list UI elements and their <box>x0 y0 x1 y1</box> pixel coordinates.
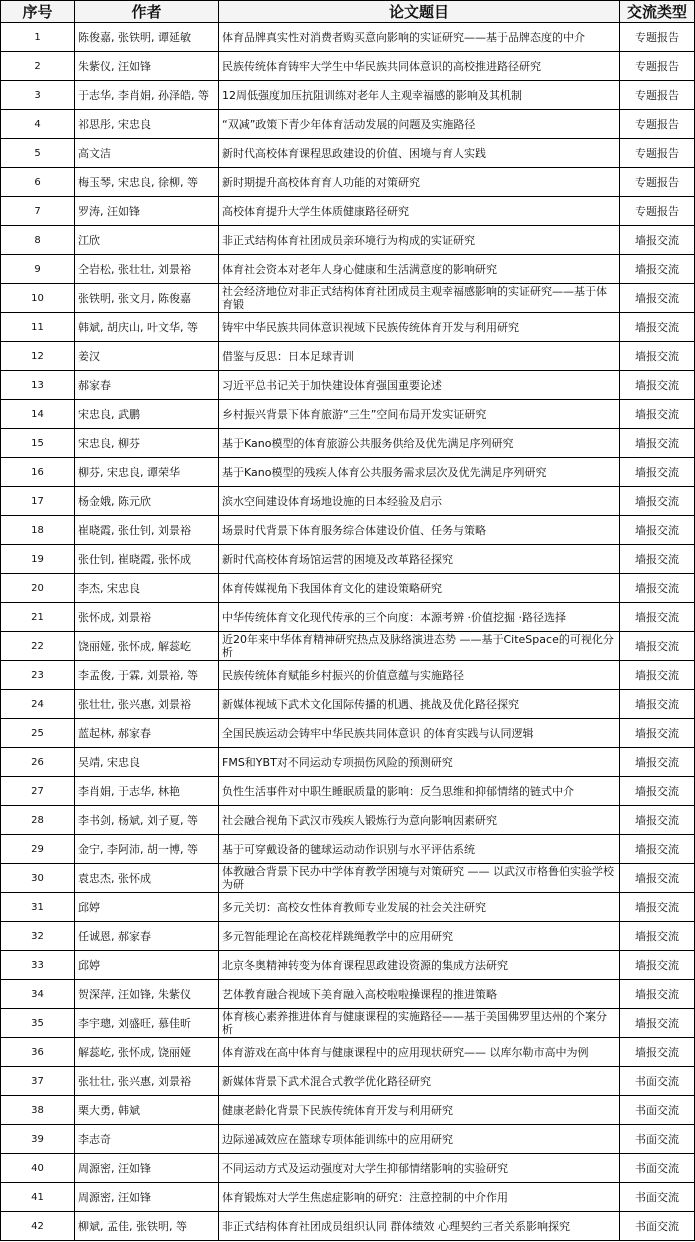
row-number: 30 <box>1 864 75 893</box>
row-author: 李宇璁, 刘盛旺, 慕佳昕 <box>75 1009 219 1038</box>
row-title: 社会融合视角下武汉市残疾人锻炼行为意向影响因素研究 <box>219 806 620 835</box>
row-title: 非正式结构体育社团成员组织认同 群体绩效 心理契约三者关系影响探究 <box>219 1212 620 1241</box>
row-author: 高文洁 <box>75 139 219 168</box>
row-author: 邱婷 <box>75 893 219 922</box>
row-title: 非正式结构体育社团成员亲环境行为构成的实证研究 <box>219 226 620 255</box>
row-type: 墙报交流 <box>620 922 695 951</box>
row-type: 墙报交流 <box>620 980 695 1009</box>
row-number: 26 <box>1 748 75 777</box>
row-author: 梅玉琴, 宋忠良, 徐柳, 等 <box>75 168 219 197</box>
row-title: 基于可穿戴设备的毽球运动动作识别与水平评估系统 <box>219 835 620 864</box>
row-author: 柳芬, 宋忠良, 谭荣华 <box>75 458 219 487</box>
table-row <box>1 1212 695 1241</box>
table-row <box>1 52 695 81</box>
table-row <box>1 922 695 951</box>
table-row <box>1 632 695 661</box>
row-type: 墙报交流 <box>620 313 695 342</box>
table-body <box>1 23 695 1241</box>
row-number: 16 <box>1 458 75 487</box>
row-type: 墙报交流 <box>620 545 695 574</box>
row-author: 罗涛, 汪如锋 <box>75 197 219 226</box>
row-title: 滨水空间建设体育场地设施的日本经验及启示 <box>219 487 620 516</box>
row-title: 体育品牌真实性对消费者购买意向影响的实证研究——基于品牌态度的中介 <box>219 23 620 52</box>
row-author: 崔晓霞, 张仕钊, 刘景裕 <box>75 516 219 545</box>
row-title: 新媒体背景下武术混合式教学优化路径研究 <box>219 1067 620 1096</box>
row-title: 全国民族运动会铸牢中华民族共同体意识 的体育实践与认同逻辑 <box>219 719 620 748</box>
row-title: 体育锻炼对大学生焦虑症影响的研究：注意控制的中介作用 <box>219 1183 620 1212</box>
row-author: 郝家春 <box>75 371 219 400</box>
table-row <box>1 1009 695 1038</box>
row-type: 墙报交流 <box>620 603 695 632</box>
row-type: 墙报交流 <box>620 226 695 255</box>
row-author: 周源密, 汪如锋 <box>75 1183 219 1212</box>
table-row <box>1 661 695 690</box>
header-row <box>1 1 695 23</box>
row-number: 20 <box>1 574 75 603</box>
row-type: 书面交流 <box>620 1067 695 1096</box>
row-title: 场景时代背景下体育服务综合体建设价值、任务与策略 <box>219 516 620 545</box>
row-number: 24 <box>1 690 75 719</box>
table-row <box>1 255 695 284</box>
row-type: 墙报交流 <box>620 371 695 400</box>
row-author: 李肖娟, 于志华, 林艳 <box>75 777 219 806</box>
row-type: 墙报交流 <box>620 719 695 748</box>
table-row <box>1 1125 695 1154</box>
row-type: 专题报告 <box>620 139 695 168</box>
row-number: 36 <box>1 1038 75 1067</box>
row-type: 书面交流 <box>620 1154 695 1183</box>
row-title: 铸牢中华民族共同体意识视域下民族传统体育开发与利用研究 <box>219 313 620 342</box>
row-author: 周源密, 汪如锋 <box>75 1154 219 1183</box>
table-row <box>1 197 695 226</box>
row-title: 中华传统体育文化现代传承的三个向度：本源考辨 ·价值挖掘 ·路径选择 <box>219 603 620 632</box>
row-number: 39 <box>1 1125 75 1154</box>
row-number: 27 <box>1 777 75 806</box>
row-author: 李杰, 宋忠良 <box>75 574 219 603</box>
row-type: 书面交流 <box>620 1183 695 1212</box>
row-number: 6 <box>1 168 75 197</box>
row-title: 不同运动方式及运动强度对大学生抑郁情绪影响的实验研究 <box>219 1154 620 1183</box>
row-title: 民族传统体育赋能乡村振兴的价值意蕴与实施路径 <box>219 661 620 690</box>
row-title: 新时代高校体育场馆运营的困境及改革路径探究 <box>219 545 620 574</box>
table-row <box>1 342 695 371</box>
row-number: 11 <box>1 313 75 342</box>
row-title: 12周低强度加压抗阻训练对老年人主观幸福感的影响及其机制 <box>219 81 620 110</box>
table-row <box>1 603 695 632</box>
row-author: 任诚恩, 郝家春 <box>75 922 219 951</box>
row-type: 墙报交流 <box>620 893 695 922</box>
row-type: 墙报交流 <box>620 690 695 719</box>
table-row <box>1 226 695 255</box>
table-row <box>1 1067 695 1096</box>
row-type: 书面交流 <box>620 1096 695 1125</box>
row-title: 新时期提升高校体育育人功能的对策研究 <box>219 168 620 197</box>
table-row <box>1 168 695 197</box>
row-type: 墙报交流 <box>620 516 695 545</box>
row-author: 江欣 <box>75 226 219 255</box>
row-title: 多元关切：高校女性体育教师专业发展的社会关注研究 <box>219 893 620 922</box>
table-row <box>1 400 695 429</box>
row-number: 2 <box>1 52 75 81</box>
row-author: 柳斌, 孟佳, 张铁明, 等 <box>75 1212 219 1241</box>
table-row <box>1 23 695 52</box>
row-type: 墙报交流 <box>620 835 695 864</box>
row-number: 37 <box>1 1067 75 1096</box>
row-number: 23 <box>1 661 75 690</box>
row-author: 仝岩松, 张壮壮, 刘景裕 <box>75 255 219 284</box>
row-type: 墙报交流 <box>620 748 695 777</box>
row-title: 体育核心素养推进体育与健康课程的实施路径——基于美国佛罗里达州的个案分析 <box>219 1009 620 1038</box>
row-type: 专题报告 <box>620 81 695 110</box>
row-author: 李志奇 <box>75 1125 219 1154</box>
row-author: 吴靖, 宋忠良 <box>75 748 219 777</box>
row-number: 5 <box>1 139 75 168</box>
table-row <box>1 864 695 893</box>
row-type: 墙报交流 <box>620 806 695 835</box>
table-row <box>1 690 695 719</box>
row-author: 陈俊嘉, 张铁明, 谭延敏 <box>75 23 219 52</box>
row-type: 墙报交流 <box>620 400 695 429</box>
row-number: 29 <box>1 835 75 864</box>
row-number: 25 <box>1 719 75 748</box>
table-row <box>1 458 695 487</box>
row-author: 祁思彤, 宋忠良 <box>75 110 219 139</box>
row-author: 金宁, 李阿沛, 胡一博, 等 <box>75 835 219 864</box>
row-author: 袁忠杰, 张怀成 <box>75 864 219 893</box>
row-type: 墙报交流 <box>620 487 695 516</box>
row-author: 栗大勇, 韩斌 <box>75 1096 219 1125</box>
row-number: 31 <box>1 893 75 922</box>
row-number: 10 <box>1 284 75 313</box>
row-type: 专题报告 <box>620 168 695 197</box>
header-author: 作者 <box>75 1 219 23</box>
table-row <box>1 806 695 835</box>
table-row <box>1 284 695 313</box>
table-row <box>1 81 695 110</box>
row-number: 17 <box>1 487 75 516</box>
table-row <box>1 110 695 139</box>
row-number: 32 <box>1 922 75 951</box>
row-number: 15 <box>1 429 75 458</box>
row-title: 体教融合背景下民办中学体育教学困境与对策研究 —— 以武汉市格鲁伯实验学校为研 <box>219 864 620 893</box>
row-author: 李孟俊, 于霖, 刘景裕, 等 <box>75 661 219 690</box>
row-title: 负性生活事件对中职生睡眠质量的影响：反刍思维和抑郁情绪的链式中介 <box>219 777 620 806</box>
row-author: 杨金娥, 陈元欣 <box>75 487 219 516</box>
row-title: 体育传媒视角下我国体育文化的建设策略研究 <box>219 574 620 603</box>
row-type: 书面交流 <box>620 1212 695 1241</box>
row-type: 专题报告 <box>620 110 695 139</box>
row-type: 墙报交流 <box>620 777 695 806</box>
row-author: 张怀成, 刘景裕 <box>75 603 219 632</box>
row-type: 墙报交流 <box>620 951 695 980</box>
row-type: 墙报交流 <box>620 574 695 603</box>
row-type: 专题报告 <box>620 197 695 226</box>
row-author: 朱紫仪, 汪如锋 <box>75 52 219 81</box>
row-number: 28 <box>1 806 75 835</box>
row-title: 基于Kano模型的残疾人体育公共服务需求层次及优先满足序列研究 <box>219 458 620 487</box>
header-type: 交流类型 <box>620 1 695 23</box>
row-title: 多元智能理论在高校花样跳绳教学中的应用研究 <box>219 922 620 951</box>
row-author: 饶丽娅, 张怀成, 解蕊屹 <box>75 632 219 661</box>
row-number: 33 <box>1 951 75 980</box>
row-type: 墙报交流 <box>620 342 695 371</box>
table-row <box>1 835 695 864</box>
row-number: 3 <box>1 81 75 110</box>
row-type: 墙报交流 <box>620 255 695 284</box>
row-author: 姜汉 <box>75 342 219 371</box>
table-row <box>1 516 695 545</box>
table-row <box>1 893 695 922</box>
row-type: 墙报交流 <box>620 1009 695 1038</box>
row-title: 民族传统体育铸牢大学生中华民族共同体意识的高校推进路径研究 <box>219 52 620 81</box>
row-type: 墙报交流 <box>620 661 695 690</box>
row-author: 张壮壮, 张兴惠, 刘景裕 <box>75 690 219 719</box>
row-author: 李书剑, 杨斌, 刘子夏, 等 <box>75 806 219 835</box>
row-title: 边际递减效应在篮球专项体能训练中的应用研究 <box>219 1125 620 1154</box>
table-row <box>1 429 695 458</box>
row-number: 22 <box>1 632 75 661</box>
row-author: 宋忠良, 武鹏 <box>75 400 219 429</box>
row-number: 35 <box>1 1009 75 1038</box>
row-author: 蓝起林, 郝家春 <box>75 719 219 748</box>
row-number: 42 <box>1 1212 75 1241</box>
table-row <box>1 1154 695 1183</box>
row-author: 宋忠良, 柳芬 <box>75 429 219 458</box>
row-number: 40 <box>1 1154 75 1183</box>
row-type: 墙报交流 <box>620 632 695 661</box>
row-author: 解蕊屹, 张怀成, 饶丽娅 <box>75 1038 219 1067</box>
table-row <box>1 545 695 574</box>
table-row <box>1 139 695 168</box>
row-title: FMS和YBT对不同运动专项损伤风险的预测研究 <box>219 748 620 777</box>
row-number: 8 <box>1 226 75 255</box>
row-title: 乡村振兴背景下体育旅游“三生”空间布局开发实证研究 <box>219 400 620 429</box>
row-type: 墙报交流 <box>620 864 695 893</box>
row-number: 13 <box>1 371 75 400</box>
row-type: 墙报交流 <box>620 1038 695 1067</box>
row-type: 书面交流 <box>620 1125 695 1154</box>
row-title: 近20年来中华体育精神研究热点及脉络演进态势 ——基于CiteSpace的可视化分析 <box>219 632 620 661</box>
row-title: 健康老龄化背景下民族传统体育开发与利用研究 <box>219 1096 620 1125</box>
row-title: 北京冬奥精神转变为体育课程思政建设资源的集成方法研究 <box>219 951 620 980</box>
row-title: 社会经济地位对非正式结构体育社团成员主观幸福感影响的实证研究——基于体育锻 <box>219 284 620 313</box>
row-number: 9 <box>1 255 75 284</box>
table-row <box>1 777 695 806</box>
row-number: 19 <box>1 545 75 574</box>
row-number: 18 <box>1 516 75 545</box>
row-title: 高校体育提升大学生体质健康路径研究 <box>219 197 620 226</box>
row-type: 墙报交流 <box>620 284 695 313</box>
row-author: 张铁明, 张文月, 陈俊嘉 <box>75 284 219 313</box>
row-title: 习近平总书记关于加快建设体育强国重要论述 <box>219 371 620 400</box>
row-title: 体育游戏在高中体育与健康课程中的应用现状研究—— 以库尔勒市高中为例 <box>219 1038 620 1067</box>
row-number: 14 <box>1 400 75 429</box>
row-type: 专题报告 <box>620 23 695 52</box>
table-row <box>1 487 695 516</box>
table-row <box>1 748 695 777</box>
row-number: 41 <box>1 1183 75 1212</box>
table-row <box>1 574 695 603</box>
row-author: 于志华, 李肖娟, 孙泽皓, 等 <box>75 81 219 110</box>
row-number: 38 <box>1 1096 75 1125</box>
table-row <box>1 313 695 342</box>
header-title: 论文题目 <box>219 1 620 23</box>
row-title: “双减”政策下青少年体育活动发展的问题及实施路径 <box>219 110 620 139</box>
row-number: 4 <box>1 110 75 139</box>
row-title: 新媒体视域下武术文化国际传播的机遇、挑战及优化路径探究 <box>219 690 620 719</box>
table-row <box>1 719 695 748</box>
row-title: 基于Kano模型的体育旅游公共服务供给及优先满足序列研究 <box>219 429 620 458</box>
row-title: 新时代高校体育课程思政建设的价值、困境与育人实践 <box>219 139 620 168</box>
table-row <box>1 951 695 980</box>
row-author: 贺深萍, 汪如锋, 朱紫仪 <box>75 980 219 1009</box>
table-row <box>1 371 695 400</box>
row-title: 艺体教育融合视域下美育融入高校啦啦操课程的推进策略 <box>219 980 620 1009</box>
row-number: 1 <box>1 23 75 52</box>
row-type: 专题报告 <box>620 52 695 81</box>
row-number: 21 <box>1 603 75 632</box>
row-number: 7 <box>1 197 75 226</box>
row-number: 12 <box>1 342 75 371</box>
row-author: 邱婷 <box>75 951 219 980</box>
header-number: 序号 <box>1 1 75 23</box>
table-row <box>1 1038 695 1067</box>
table-row <box>1 1096 695 1125</box>
table-row <box>1 980 695 1009</box>
row-author: 张仕钊, 崔晓霞, 张怀成 <box>75 545 219 574</box>
row-type: 墙报交流 <box>620 429 695 458</box>
row-title: 体育社会资本对老年人身心健康和生活满意度的影响研究 <box>219 255 620 284</box>
row-number: 34 <box>1 980 75 1009</box>
table-row <box>1 1183 695 1212</box>
row-title: 借鉴与反思：日本足球青训 <box>219 342 620 371</box>
row-type: 墙报交流 <box>620 458 695 487</box>
row-author: 韩斌, 胡庆山, 叶文华, 等 <box>75 313 219 342</box>
row-author: 张壮壮, 张兴惠, 刘景裕 <box>75 1067 219 1096</box>
